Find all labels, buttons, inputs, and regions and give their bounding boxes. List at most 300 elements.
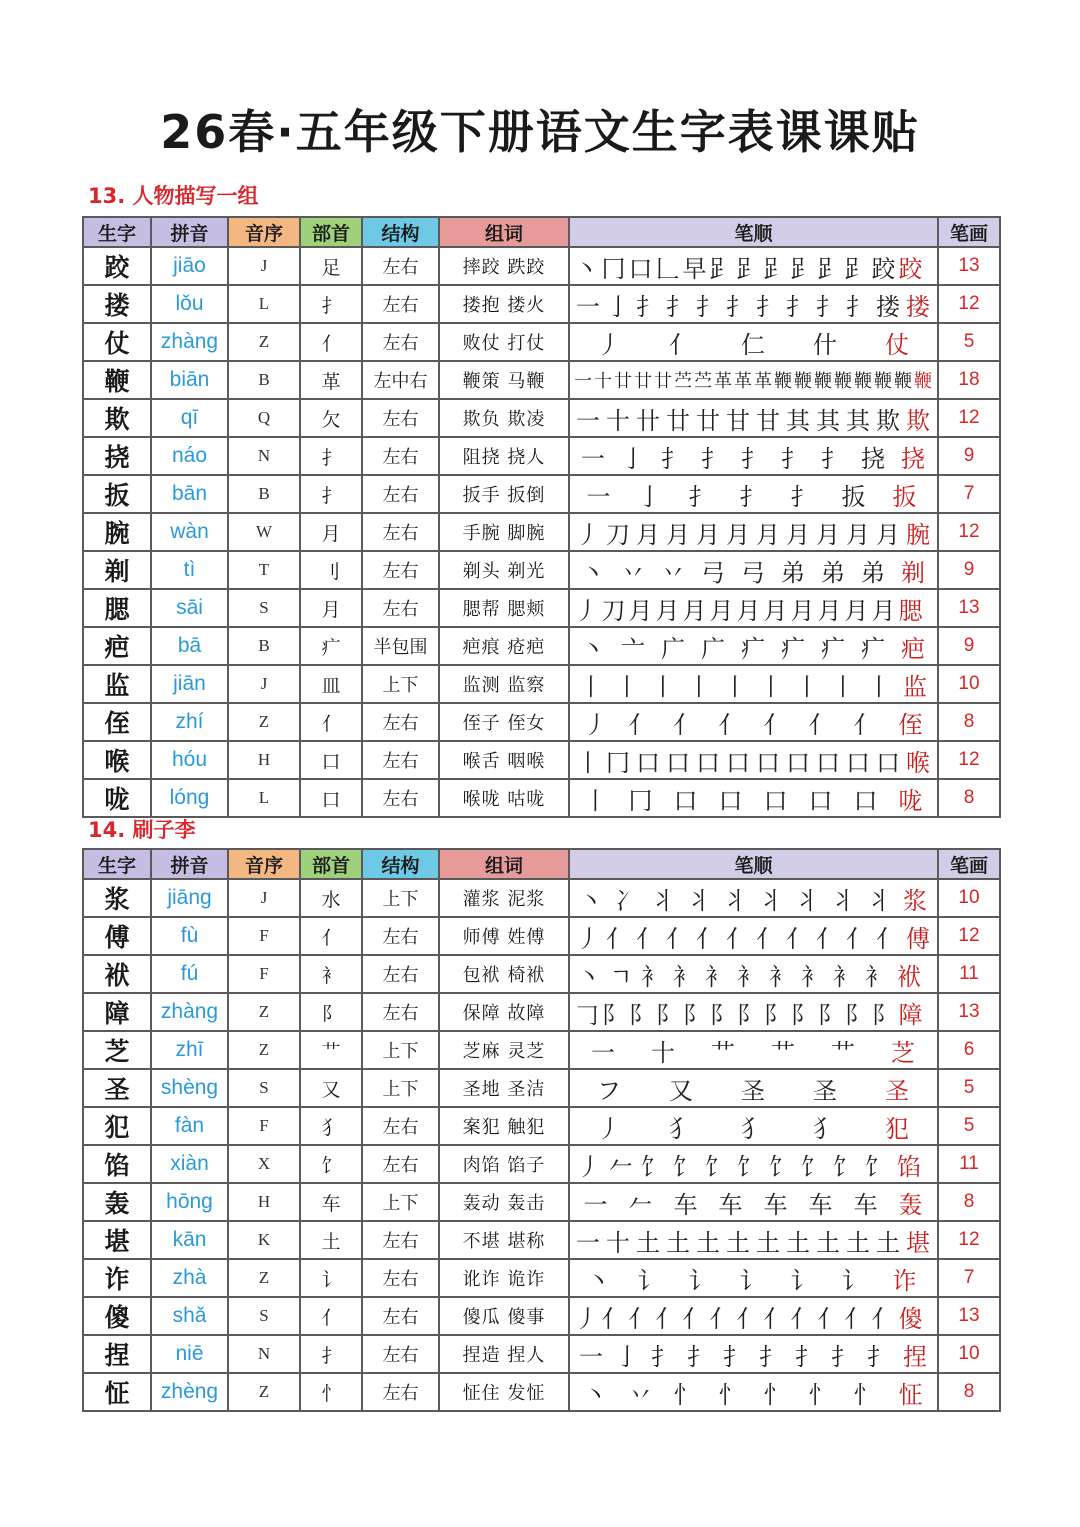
- stroke-step: 丿: [597, 1114, 621, 1143]
- stroke-order-cell: [569, 879, 938, 917]
- char-cell: 喉: [83, 741, 151, 779]
- char-cell: 轰: [83, 1183, 151, 1221]
- structure-cell: 左右: [362, 247, 439, 285]
- stroke-step: 廿: [696, 406, 720, 435]
- stroke-step: 讠: [790, 1266, 815, 1295]
- char-cell: 傅: [83, 917, 151, 955]
- stroke-count-cell: 10: [938, 665, 1000, 703]
- stroke-step: 疒: [741, 634, 765, 663]
- stroke-step: 丶: [577, 962, 601, 991]
- stroke-step: 口: [718, 786, 743, 815]
- header-strokes: 笔顺: [569, 849, 938, 879]
- vocab-table-13: [82, 216, 1001, 818]
- stroke-step: 亻: [871, 1304, 896, 1333]
- stroke-step: 丨: [723, 672, 747, 701]
- stroke-step: 剃: [901, 558, 925, 587]
- words-cell: 侄子 侄女: [439, 703, 569, 741]
- stroke-step: 鞭: [814, 371, 832, 392]
- stroke-step: 鞭: [894, 371, 912, 392]
- order-cell: Z: [228, 703, 300, 741]
- stroke-step: 卄: [636, 406, 660, 435]
- stroke-step: 广: [701, 634, 725, 663]
- stroke-step: 𠃌: [574, 1000, 599, 1029]
- table-row: [83, 1297, 1000, 1335]
- stroke-step: 犭: [741, 1114, 765, 1143]
- stroke-step: 丨: [759, 672, 783, 701]
- radical-cell: 刂: [300, 551, 362, 589]
- structure-cell: 左右: [362, 1145, 439, 1183]
- radical-cell: 口: [300, 741, 362, 779]
- stroke-step: 艹: [711, 1038, 735, 1067]
- header-strokes: 笔顺: [569, 217, 938, 247]
- stroke-step: 亻: [846, 924, 870, 953]
- stroke-step: 讠: [739, 1266, 764, 1295]
- stroke-order-cell: [569, 1145, 938, 1183]
- stroke-step: 扌: [651, 1342, 675, 1371]
- stroke-step: 丷: [628, 1380, 653, 1409]
- stroke-step: 丿: [597, 330, 621, 359]
- stroke-step: 阝: [763, 1000, 788, 1029]
- radical-cell: 月: [300, 589, 362, 627]
- char-cell: 监: [83, 665, 151, 703]
- stroke-step: 馅: [897, 1152, 921, 1181]
- stroke-count-cell: 12: [938, 741, 1000, 779]
- words-cell: 圣地 圣洁: [439, 1069, 569, 1107]
- stroke-step: 车: [718, 1190, 743, 1219]
- char-cell: 搂: [83, 285, 151, 323]
- stroke-count-cell: 8: [938, 779, 1000, 817]
- stroke-step: 冫: [615, 886, 639, 915]
- stroke-step: 丿: [576, 924, 600, 953]
- stroke-count-cell: 12: [938, 917, 1000, 955]
- stroke-step: 口: [673, 786, 698, 815]
- stroke-step: 苎: [674, 371, 692, 392]
- stroke-step: 土: [726, 1228, 750, 1257]
- stroke-step: 疒: [781, 634, 805, 663]
- words-cell: 扳手 扳倒: [439, 475, 569, 513]
- stroke-count-cell: 12: [938, 513, 1000, 551]
- stroke-step: フ: [597, 1076, 621, 1105]
- stroke-step: 𧾷: [709, 254, 734, 283]
- stroke-count-cell: 9: [938, 437, 1000, 475]
- stroke-step: 一: [583, 1190, 608, 1219]
- stroke-step: 甘: [726, 406, 750, 435]
- radical-cell: 月: [300, 513, 362, 551]
- stroke-step: 衤: [641, 962, 665, 991]
- order-cell: L: [228, 779, 300, 817]
- stroke-step: 亻: [673, 710, 698, 739]
- stroke-step: 饣: [865, 1152, 889, 1181]
- stroke-step: 𧾷: [736, 254, 761, 283]
- char-cell: 馅: [83, 1145, 151, 1183]
- stroke-step: 阝: [709, 1000, 734, 1029]
- stroke-order-cell: [569, 323, 938, 361]
- words-cell: 不堪 堪称: [439, 1221, 569, 1259]
- radical-cell: 水: [300, 879, 362, 917]
- stroke-step: 丨: [576, 748, 600, 777]
- stroke-step: 亻: [628, 1304, 653, 1333]
- radical-cell: 土: [300, 1221, 362, 1259]
- table-row: [83, 513, 1000, 551]
- structure-cell: 半包围: [362, 627, 439, 665]
- order-cell: Z: [228, 323, 300, 361]
- stroke-step: 轰: [898, 1190, 923, 1219]
- words-cell: 摔跤 跌跤: [439, 247, 569, 285]
- structure-cell: 左右: [362, 1259, 439, 1297]
- pinyin-cell: hóu: [151, 741, 228, 779]
- table-row: [83, 1259, 1000, 1297]
- stroke-step: 衤: [769, 962, 793, 991]
- char-cell: 侄: [83, 703, 151, 741]
- header-words: 组词: [439, 849, 569, 879]
- stroke-order-cell: [569, 437, 938, 475]
- stroke-step: 丶: [583, 1380, 608, 1409]
- stroke-step: 傅: [906, 924, 930, 953]
- stroke-step: 亻: [853, 710, 878, 739]
- table-row: [83, 665, 1000, 703]
- stroke-count-cell: 12: [938, 399, 1000, 437]
- stroke-step: 𠂉: [609, 1152, 633, 1181]
- words-cell: 包袱 椅袱: [439, 955, 569, 993]
- stroke-count-cell: 18: [938, 361, 1000, 399]
- pinyin-cell: shèng: [151, 1069, 228, 1107]
- stroke-step: 冂: [628, 786, 653, 815]
- char-cell: 剃: [83, 551, 151, 589]
- stroke-step: 亻: [636, 924, 660, 953]
- stroke-step: 丶: [574, 254, 599, 283]
- stroke-order-cell: [569, 589, 938, 627]
- stroke-step: 犭: [813, 1114, 837, 1143]
- stroke-step: 亻: [606, 924, 630, 953]
- order-cell: S: [228, 1297, 300, 1335]
- stroke-step: 𠂉: [628, 1190, 653, 1219]
- stroke-step: 圣: [813, 1076, 837, 1105]
- char-cell: 仗: [83, 323, 151, 361]
- words-cell: 轰动 轰击: [439, 1183, 569, 1221]
- stroke-step: 十: [651, 1038, 675, 1067]
- stroke-count-cell: 11: [938, 1145, 1000, 1183]
- stroke-step: 革: [754, 371, 772, 392]
- stroke-step: ㄱ: [609, 962, 633, 991]
- stroke-step: 亻: [682, 1304, 707, 1333]
- radical-cell: 足: [300, 247, 362, 285]
- structure-cell: 左右: [362, 437, 439, 475]
- stroke-step: 扳: [841, 482, 866, 511]
- stroke-count-cell: 12: [938, 1221, 1000, 1259]
- stroke-step: 丶: [586, 1266, 611, 1295]
- header-count: 笔画: [938, 217, 1000, 247]
- stroke-step: 丶: [581, 558, 605, 587]
- stroke-step: 车: [853, 1190, 878, 1219]
- stroke-step: 口: [808, 786, 833, 815]
- pinyin-cell: náo: [151, 437, 228, 475]
- stroke-step: 犯: [885, 1114, 909, 1143]
- stroke-step: 口: [816, 748, 840, 777]
- stroke-step: 扌: [741, 444, 765, 473]
- stroke-step: 丨: [867, 672, 891, 701]
- stroke-count-cell: 11: [938, 955, 1000, 993]
- radical-cell: 革: [300, 361, 362, 399]
- structure-cell: 左右: [362, 323, 439, 361]
- stroke-step: 亠: [621, 634, 645, 663]
- table-row: [83, 741, 1000, 779]
- words-cell: 欺负 欺凌: [439, 399, 569, 437]
- stroke-step: 饣: [673, 1152, 697, 1181]
- pinyin-cell: zhà: [151, 1259, 228, 1297]
- stroke-step: 土: [756, 1228, 780, 1257]
- order-cell: N: [228, 1335, 300, 1373]
- stroke-step: 鞭: [774, 371, 792, 392]
- stroke-step: 丬: [687, 886, 711, 915]
- stroke-step: 扌: [759, 1342, 783, 1371]
- words-cell: 败仗 打仗: [439, 323, 569, 361]
- table-row: [83, 955, 1000, 993]
- radical-cell: 扌: [300, 475, 362, 513]
- stroke-step: 鞭: [854, 371, 872, 392]
- stroke-step: 亻: [655, 1304, 680, 1333]
- stroke-count-cell: 7: [938, 1259, 1000, 1297]
- stroke-step: 饣: [705, 1152, 729, 1181]
- stroke-step: 扌: [821, 444, 845, 473]
- structure-cell: 左右: [362, 1335, 439, 1373]
- stroke-step: 月: [726, 520, 750, 549]
- char-cell: 挠: [83, 437, 151, 475]
- vocab-table-14: [82, 848, 1001, 1412]
- stroke-order-cell: [569, 917, 938, 955]
- stroke-step: 阝: [628, 1000, 653, 1029]
- table-row: [83, 437, 1000, 475]
- radical-cell: 又: [300, 1069, 362, 1107]
- words-cell: 剃头 剃光: [439, 551, 569, 589]
- structure-cell: 左右: [362, 589, 439, 627]
- pinyin-cell: tì: [151, 551, 228, 589]
- stroke-step: 丿: [574, 596, 599, 625]
- stroke-step: 月: [666, 520, 690, 549]
- stroke-step: 忄: [763, 1380, 788, 1409]
- stroke-step: 腕: [906, 520, 930, 549]
- stroke-step: 饣: [737, 1152, 761, 1181]
- stroke-step: 口: [786, 748, 810, 777]
- stroke-step: 车: [808, 1190, 833, 1219]
- pinyin-cell: bā: [151, 627, 228, 665]
- stroke-step: 阝: [601, 1000, 626, 1029]
- header-order: 音序: [228, 217, 300, 247]
- stroke-step: 丨: [795, 672, 819, 701]
- char-cell: 犯: [83, 1107, 151, 1145]
- stroke-step: 丷: [621, 558, 645, 587]
- order-cell: Z: [228, 1031, 300, 1069]
- stroke-order-cell: [569, 551, 938, 589]
- table-row: [83, 475, 1000, 513]
- structure-cell: 左右: [362, 993, 439, 1031]
- order-cell: L: [228, 285, 300, 323]
- header-radical: 部首: [300, 217, 362, 247]
- stroke-step: 冂: [606, 748, 630, 777]
- stroke-step: 革: [734, 371, 752, 392]
- stroke-step: 忄: [673, 1380, 698, 1409]
- stroke-step: 月: [846, 520, 870, 549]
- table-row: [83, 1145, 1000, 1183]
- stroke-step: 挠: [901, 444, 925, 473]
- stroke-step: 口: [756, 748, 780, 777]
- stroke-step: 监: [903, 672, 927, 701]
- order-cell: X: [228, 1145, 300, 1183]
- stroke-count-cell: 13: [938, 247, 1000, 285]
- stroke-step: 亻: [790, 1304, 815, 1333]
- stroke-step: 十: [594, 371, 612, 392]
- pinyin-cell: qī: [151, 399, 228, 437]
- stroke-step: 丬: [867, 886, 891, 915]
- stroke-step: 跤: [898, 254, 923, 283]
- structure-cell: 左右: [362, 917, 439, 955]
- structure-cell: 上下: [362, 1069, 439, 1107]
- stroke-order-cell: [569, 1221, 938, 1259]
- stroke-step: 诈: [892, 1266, 917, 1295]
- stroke-order-cell: [569, 1031, 938, 1069]
- stroke-step: 其: [786, 406, 810, 435]
- order-cell: F: [228, 1107, 300, 1145]
- char-cell: 疤: [83, 627, 151, 665]
- stroke-step: 讠: [688, 1266, 713, 1295]
- section-title-14: 14. 刷子李: [88, 818, 196, 842]
- pinyin-cell: bān: [151, 475, 228, 513]
- order-cell: J: [228, 247, 300, 285]
- header-pinyin: 拼音: [151, 849, 228, 879]
- stroke-step: 口: [763, 786, 788, 815]
- words-cell: 喉舌 咽喉: [439, 741, 569, 779]
- table-header-row: [83, 849, 1000, 879]
- pinyin-cell: jiāng: [151, 879, 228, 917]
- char-cell: 袱: [83, 955, 151, 993]
- structure-cell: 左右: [362, 1107, 439, 1145]
- structure-cell: 左右: [362, 1297, 439, 1335]
- words-cell: 怔住 发怔: [439, 1373, 569, 1411]
- char-cell: 障: [83, 993, 151, 1031]
- stroke-step: 饣: [801, 1152, 825, 1181]
- stroke-step: 苎: [694, 371, 712, 392]
- stroke-step: 一: [579, 1342, 603, 1371]
- pinyin-cell: wàn: [151, 513, 228, 551]
- stroke-count-cell: 6: [938, 1031, 1000, 1069]
- table-row: [83, 993, 1000, 1031]
- stroke-step: 忄: [853, 1380, 878, 1409]
- stroke-step: 扌: [795, 1342, 819, 1371]
- order-cell: F: [228, 917, 300, 955]
- stroke-step: 丶: [581, 634, 605, 663]
- header-char: 生字: [83, 849, 151, 879]
- stroke-step: 月: [786, 520, 810, 549]
- radical-cell: 扌: [300, 1335, 362, 1373]
- stroke-step: 阝: [871, 1000, 896, 1029]
- structure-cell: 左右: [362, 1221, 439, 1259]
- stroke-step: 亻: [817, 1304, 842, 1333]
- stroke-step: 廿: [614, 371, 632, 392]
- radical-cell: 艹: [300, 1031, 362, 1069]
- stroke-count-cell: 5: [938, 1069, 1000, 1107]
- stroke-order-cell: [569, 361, 938, 399]
- stroke-step: 疒: [861, 634, 885, 663]
- stroke-step: 亻: [808, 710, 833, 739]
- stroke-step: 一: [574, 371, 592, 392]
- order-cell: J: [228, 665, 300, 703]
- stroke-step: 犭: [669, 1114, 693, 1143]
- table-row: [83, 247, 1000, 285]
- stroke-step: 月: [756, 520, 780, 549]
- stroke-step: 丨: [651, 672, 675, 701]
- stroke-step: 刀: [601, 596, 626, 625]
- stroke-step: 亻: [628, 710, 653, 739]
- stroke-step: 堪: [906, 1228, 930, 1257]
- char-cell: 捏: [83, 1335, 151, 1373]
- stroke-step: 扌: [661, 444, 685, 473]
- structure-cell: 左右: [362, 703, 439, 741]
- stroke-step: 口: [726, 748, 750, 777]
- stroke-step: 怔: [898, 1380, 923, 1409]
- stroke-step: 欺: [906, 406, 930, 435]
- stroke-step: 亅: [615, 1342, 639, 1371]
- stroke-step: 丬: [759, 886, 783, 915]
- pinyin-cell: niē: [151, 1335, 228, 1373]
- stroke-step: 饣: [641, 1152, 665, 1181]
- stroke-step: 亻: [709, 1304, 734, 1333]
- stroke-step: 扌: [867, 1342, 891, 1371]
- stroke-step: 广: [661, 634, 685, 663]
- words-cell: 肉馅 馅子: [439, 1145, 569, 1183]
- stroke-order-cell: [569, 1259, 938, 1297]
- structure-cell: 左右: [362, 399, 439, 437]
- stroke-step: 扌: [701, 444, 725, 473]
- header-structure: 结构: [362, 217, 439, 247]
- order-cell: Z: [228, 993, 300, 1031]
- stroke-step: 一: [576, 406, 600, 435]
- stroke-step: 扌: [666, 292, 690, 321]
- char-cell: 跤: [83, 247, 151, 285]
- words-cell: 捏造 捏人: [439, 1335, 569, 1373]
- page-title: 26春·五年级下册语文生字表课课贴: [160, 105, 920, 159]
- stroke-step: 讠: [637, 1266, 662, 1295]
- words-cell: 保障 故障: [439, 993, 569, 1031]
- char-cell: 怔: [83, 1373, 151, 1411]
- header-order: 音序: [228, 849, 300, 879]
- order-cell: N: [228, 437, 300, 475]
- stroke-step: 圣: [885, 1076, 909, 1105]
- stroke-step: 丿: [574, 1304, 599, 1333]
- stroke-step: 衤: [737, 962, 761, 991]
- stroke-step: 其: [816, 406, 840, 435]
- stroke-step: 亻: [669, 330, 693, 359]
- stroke-step: 一: [581, 444, 605, 473]
- stroke-step: 讠: [841, 1266, 866, 1295]
- stroke-step: 口: [846, 748, 870, 777]
- stroke-step: 月: [790, 596, 815, 625]
- stroke-step: 口: [628, 254, 653, 283]
- stroke-step: 扳: [892, 482, 917, 511]
- stroke-step: 鞭: [794, 371, 812, 392]
- stroke-step: 衤: [673, 962, 697, 991]
- pinyin-cell: sāi: [151, 589, 228, 627]
- stroke-step: 土: [696, 1228, 720, 1257]
- stroke-step: 土: [636, 1228, 660, 1257]
- stroke-count-cell: 13: [938, 1297, 1000, 1335]
- structure-cell: 左中右: [362, 361, 439, 399]
- stroke-step: 弟: [821, 558, 845, 587]
- stroke-step: 鞭: [874, 371, 892, 392]
- stroke-step: 搂: [906, 292, 930, 321]
- stroke-order-cell: [569, 627, 938, 665]
- stroke-step: 丬: [651, 886, 675, 915]
- stroke-step: 亻: [601, 1304, 626, 1333]
- stroke-step: 冂: [601, 254, 626, 283]
